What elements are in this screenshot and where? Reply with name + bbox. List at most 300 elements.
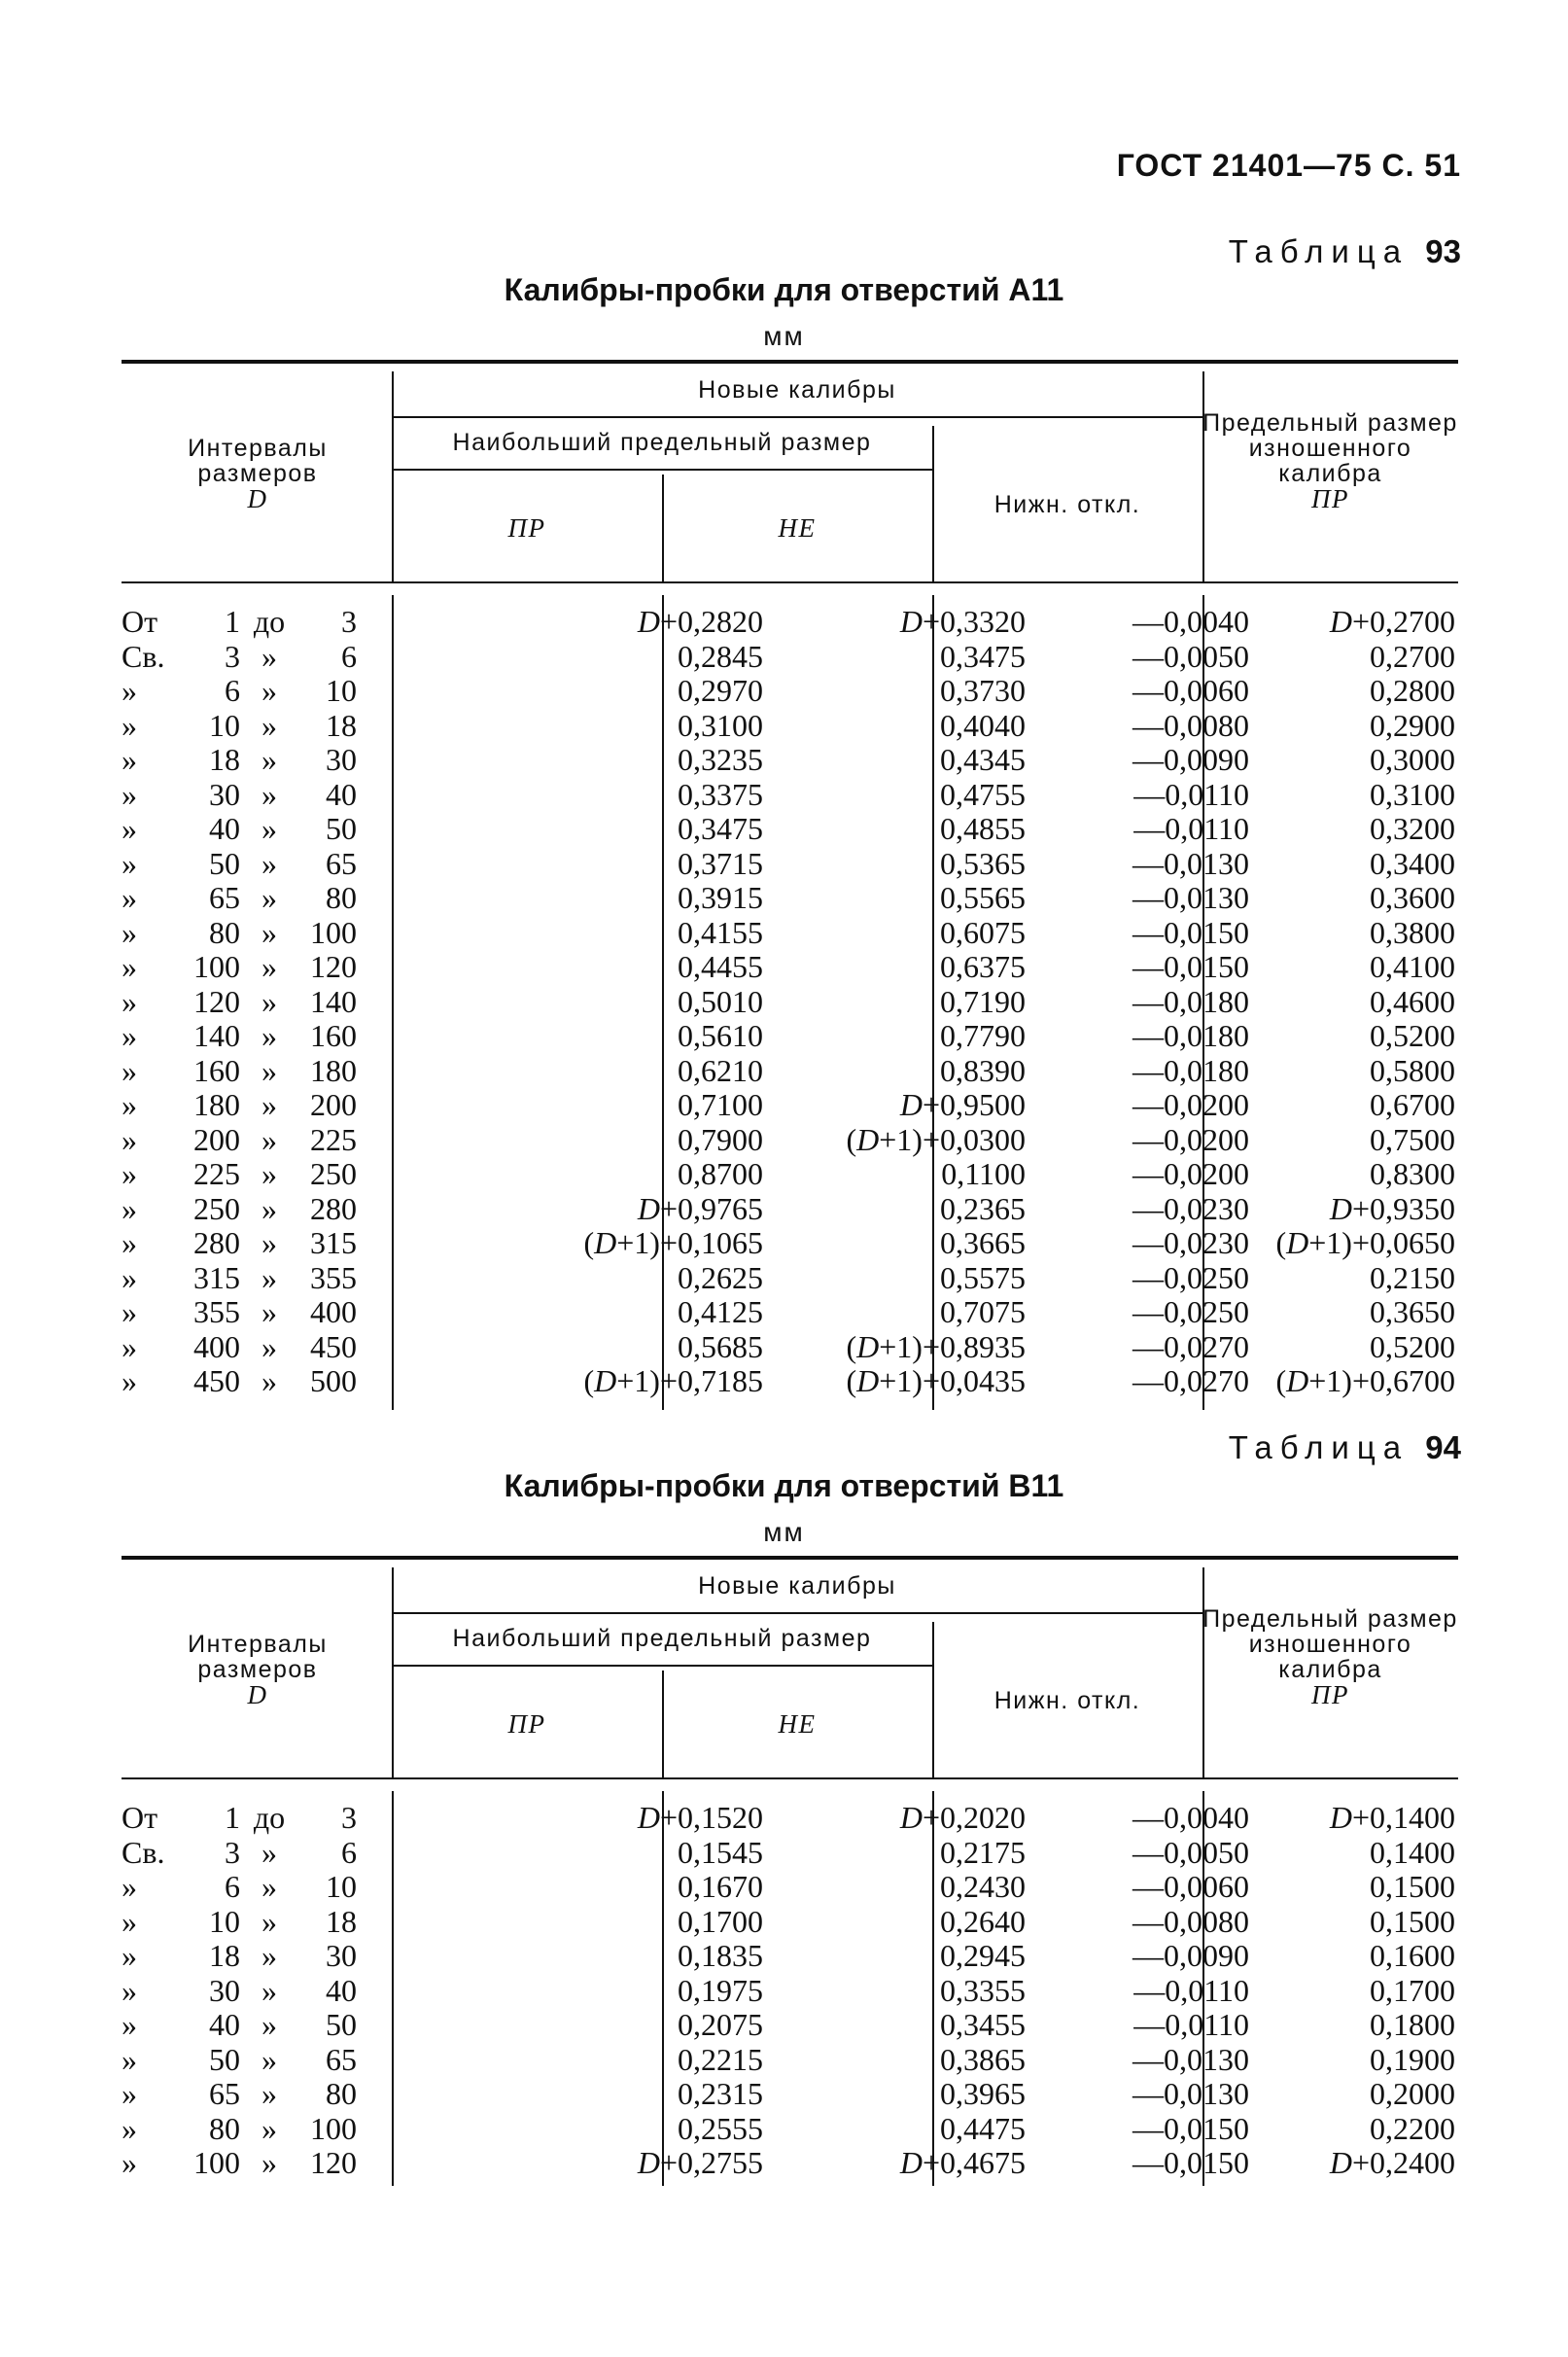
cell-worn-pr-limit: 0,6700 (1370, 1087, 1455, 1122)
cell-new-pr-max: 0,8700 (678, 1156, 763, 1191)
cell-worn-pr-limit: 0,2150 (1370, 1259, 1455, 1295)
cell-interval-to: 100 (310, 914, 357, 950)
cell-new-pr-max: 0,3100 (678, 707, 763, 743)
cell-interval-prefix: От (122, 1800, 158, 1835)
table-93-number (1229, 233, 1461, 270)
cell-worn-pr-limit: 0,1500 (1370, 1869, 1455, 1904)
cell-interval-to: 140 (310, 983, 357, 1019)
cell-worn-pr-limit: 0,1400 (1370, 1834, 1455, 1870)
table-row (122, 1836, 1458, 1871)
table-94-header-divider (392, 1665, 932, 1667)
cell-new-ne-max: 0,6075 (940, 914, 1026, 950)
cell-new-ne-max: 0,2640 (940, 1903, 1026, 1939)
cell-interval-from: 65 (209, 880, 240, 915)
cell-interval-from: 450 (193, 1363, 240, 1398)
table-94-top-rule (122, 1556, 1458, 1560)
cell-interval-prefix: » (122, 1121, 137, 1157)
cell-interval-separator: » (261, 707, 277, 743)
cell-lower-deviation: —0,0200 (1132, 1121, 1249, 1157)
cell-interval-prefix: » (122, 1156, 137, 1191)
cell-interval-from: 40 (209, 811, 240, 846)
cell-interval-to: 10 (326, 1869, 357, 1904)
cell-new-ne-max: (D+1)+0,0300 (846, 1121, 1026, 1157)
cell-interval-to: 65 (326, 2041, 357, 2077)
cell-new-pr-max: 0,1835 (678, 1938, 763, 1973)
cell-new-pr-max: 0,2215 (678, 2041, 763, 2077)
header-intervals (131, 436, 384, 512)
cell-new-pr-max: 0,1545 (678, 1834, 763, 1870)
cell-interval-prefix: » (122, 2110, 137, 2146)
table-93-number-label: Таблица (1228, 233, 1410, 269)
cell-worn-pr-limit: 0,1500 (1370, 1903, 1455, 1939)
cell-interval-separator: » (261, 2110, 277, 2146)
cell-interval-separator: » (261, 2007, 277, 2042)
header-worn-symbol: ПР (1311, 484, 1349, 513)
cell-new-pr-max: 0,3235 (678, 742, 763, 777)
header-intervals-symbol: D (247, 484, 268, 513)
cell-new-ne-max: 0,3665 (940, 1225, 1026, 1260)
cell-lower-deviation: —0,0250 (1132, 1259, 1249, 1295)
header-worn-gauge (1202, 1606, 1458, 1708)
running-head: ГОСТ 21401—75 С. 51 (1116, 148, 1461, 183)
cell-new-pr-max: D+0,1520 (637, 1800, 763, 1835)
cell-worn-pr-limit: 0,1900 (1370, 2041, 1455, 2077)
cell-interval-from: 120 (193, 983, 240, 1019)
cell-new-ne-max: 0,5575 (940, 1259, 1026, 1295)
cell-interval-to: 160 (310, 1018, 357, 1053)
cell-lower-deviation: —0,0110 (1133, 776, 1249, 812)
cell-interval-from: 50 (209, 2041, 240, 2077)
table-row (122, 1226, 1458, 1261)
cell-interval-to: 65 (326, 845, 357, 881)
cell-worn-pr-limit: 0,4600 (1370, 983, 1455, 1019)
cell-new-ne-max: (D+1)+0,8935 (846, 1328, 1026, 1364)
cell-lower-deviation: —0,0150 (1132, 2145, 1249, 2180)
cell-lower-deviation: —0,0110 (1133, 1972, 1249, 2008)
cell-new-pr-max: 0,7100 (678, 1087, 763, 1122)
cell-lower-deviation: —0,0180 (1132, 983, 1249, 1019)
cell-new-ne-max: 0,5565 (940, 880, 1026, 915)
cell-interval-separator: » (261, 742, 277, 777)
cell-lower-deviation: —0,0250 (1132, 1294, 1249, 1329)
cell-interval-from: 50 (209, 845, 240, 881)
cell-lower-deviation: —0,0130 (1132, 2041, 1249, 2077)
cell-lower-deviation: —0,0050 (1132, 638, 1249, 674)
table-row (122, 709, 1458, 744)
table-row (122, 1939, 1458, 1974)
cell-interval-prefix: » (122, 2076, 137, 2111)
table-row (122, 2112, 1458, 2147)
header-worn-label: Предельный размер изношенного калибра (1202, 409, 1458, 487)
cell-new-pr-max: 0,4125 (678, 1294, 763, 1329)
table-94-number-label: Таблица (1228, 1429, 1410, 1465)
cell-interval-prefix: » (122, 776, 137, 812)
cell-lower-deviation: —0,0150 (1132, 2110, 1249, 2146)
cell-interval-separator: » (261, 1903, 277, 1939)
cell-worn-pr-limit: 0,7500 (1370, 1121, 1455, 1157)
cell-lower-deviation: —0,0180 (1132, 1052, 1249, 1088)
cell-new-ne-max: D+0,2020 (899, 1800, 1026, 1835)
cell-interval-from: 315 (193, 1259, 240, 1295)
table-row (122, 916, 1458, 951)
table-row (122, 1019, 1458, 1054)
cell-lower-deviation: —0,0050 (1132, 1834, 1249, 1870)
table-row (122, 2043, 1458, 2078)
table-row (122, 1192, 1458, 1227)
table-row (122, 950, 1458, 985)
cell-interval-to: 200 (310, 1087, 357, 1122)
cell-worn-pr-limit: 0,5200 (1370, 1018, 1455, 1053)
cell-interval-separator: » (261, 949, 277, 984)
header-pr: ПР (507, 1709, 546, 1739)
cell-interval-from: 6 (225, 1869, 240, 1904)
cell-new-ne-max: 0,5365 (940, 845, 1026, 881)
cell-interval-prefix: » (122, 1225, 137, 1260)
cell-lower-deviation: —0,0150 (1132, 949, 1249, 984)
cell-interval-separator: » (261, 1087, 277, 1122)
cell-interval-to: 10 (326, 673, 357, 708)
cell-lower-deviation: —0,0230 (1132, 1190, 1249, 1226)
cell-worn-pr-limit: 0,5200 (1370, 1328, 1455, 1364)
table-94-header-divider (392, 1612, 1202, 1614)
cell-interval-from: 3 (225, 1834, 240, 1870)
cell-new-pr-max: 0,2625 (678, 1259, 763, 1295)
header-ne: НЕ (778, 1709, 817, 1739)
table-row (122, 2008, 1458, 2043)
cell-interval-to: 120 (310, 2145, 357, 2180)
cell-worn-pr-limit: 0,5800 (1370, 1052, 1455, 1088)
cell-interval-to: 3 (341, 1800, 357, 1835)
cell-lower-deviation: —0,0130 (1132, 845, 1249, 881)
cell-interval-separator: » (261, 880, 277, 915)
cell-lower-deviation: —0,0150 (1132, 914, 1249, 950)
cell-new-ne-max: D+0,4675 (899, 2145, 1026, 2180)
cell-interval-from: 160 (193, 1052, 240, 1088)
cell-worn-pr-limit: 0,3400 (1370, 845, 1455, 881)
cell-new-ne-max: 0,4040 (940, 707, 1026, 743)
cell-interval-prefix: » (122, 1052, 137, 1088)
cell-interval-from: 100 (193, 949, 240, 984)
table-93-top-rule (122, 360, 1458, 364)
cell-interval-prefix: » (122, 1294, 137, 1329)
cell-interval-prefix: » (122, 845, 137, 881)
cell-new-pr-max: D+0,2820 (637, 604, 763, 639)
cell-worn-pr-limit: 0,3000 (1370, 742, 1455, 777)
header-ne: НЕ (778, 513, 817, 543)
table-94-number-value: 94 (1425, 1429, 1461, 1465)
cell-new-pr-max: 0,3475 (678, 811, 763, 846)
cell-interval-from: 400 (193, 1328, 240, 1364)
cell-interval-to: 50 (326, 811, 357, 846)
cell-interval-separator: » (261, 2145, 277, 2180)
table-row (122, 674, 1458, 709)
cell-interval-from: 140 (193, 1018, 240, 1053)
cell-new-pr-max: (D+1)+0,7185 (583, 1363, 763, 1398)
cell-new-pr-max: 0,4155 (678, 914, 763, 950)
cell-interval-to: 250 (310, 1156, 357, 1191)
cell-interval-prefix: » (122, 1903, 137, 1939)
table-row (122, 1801, 1458, 1836)
cell-interval-prefix: » (122, 707, 137, 743)
cell-worn-pr-limit: D+0,1400 (1329, 1800, 1455, 1835)
cell-interval-to: 18 (326, 707, 357, 743)
cell-worn-pr-limit: D+0,2700 (1329, 604, 1455, 639)
cell-worn-pr-limit: (D+1)+0,6700 (1275, 1363, 1455, 1398)
cell-new-ne-max: D+0,3320 (899, 604, 1026, 639)
cell-interval-separator: » (261, 845, 277, 881)
cell-interval-from: 80 (209, 914, 240, 950)
cell-interval-prefix: » (122, 1190, 137, 1226)
cell-interval-prefix: » (122, 880, 137, 915)
cell-new-ne-max: 0,4475 (940, 2110, 1026, 2146)
table-row (122, 1054, 1458, 1089)
cell-new-ne-max: 0,3730 (940, 673, 1026, 708)
cell-interval-to: 500 (310, 1363, 357, 1398)
header-intervals-symbol: D (247, 1680, 268, 1709)
cell-interval-to: 6 (341, 1834, 357, 1870)
cell-interval-from: 65 (209, 2076, 240, 2111)
header-lower-deviation: Нижн. откл. (993, 1687, 1141, 1714)
cell-new-pr-max: 0,1670 (678, 1869, 763, 1904)
cell-worn-pr-limit: 0,8300 (1370, 1156, 1455, 1191)
cell-worn-pr-limit: 0,1700 (1370, 1972, 1455, 2008)
cell-worn-pr-limit: D+0,2400 (1329, 2145, 1455, 2180)
table-94-unit: мм (763, 1517, 805, 1547)
cell-interval-separator: » (261, 1259, 277, 1295)
cell-new-ne-max: 0,7190 (940, 983, 1026, 1019)
cell-interval-from: 225 (193, 1156, 240, 1191)
cell-interval-separator: » (261, 1328, 277, 1364)
cell-worn-pr-limit: 0,3650 (1370, 1294, 1455, 1329)
cell-new-pr-max: D+0,9765 (637, 1190, 763, 1226)
header-pr: ПР (507, 513, 546, 543)
cell-interval-from: 18 (209, 1938, 240, 1973)
cell-worn-pr-limit: 0,3600 (1370, 880, 1455, 915)
cell-interval-from: 1 (225, 1800, 240, 1835)
cell-new-ne-max: 0,2365 (940, 1190, 1026, 1226)
cell-interval-to: 40 (326, 776, 357, 812)
cell-new-ne-max: 0,4855 (940, 811, 1026, 846)
cell-new-pr-max: 0,3375 (678, 776, 763, 812)
cell-new-pr-max: 0,6210 (678, 1052, 763, 1088)
cell-interval-prefix: » (122, 742, 137, 777)
cell-new-pr-max: 0,7900 (678, 1121, 763, 1157)
cell-interval-separator: » (261, 811, 277, 846)
cell-new-pr-max: 0,2845 (678, 638, 763, 674)
table-row (122, 1123, 1458, 1158)
table-94-body (122, 1801, 1458, 2181)
table-row (122, 1157, 1458, 1192)
header-max-limit: Наибольший предельный размер (452, 429, 872, 456)
cell-new-ne-max: 0,7790 (940, 1018, 1026, 1053)
cell-new-ne-max: 0,8390 (940, 1052, 1026, 1088)
cell-lower-deviation: —0,0200 (1132, 1156, 1249, 1191)
cell-new-ne-max: (D+1)+0,0435 (846, 1363, 1026, 1398)
cell-new-ne-max: 0,7075 (940, 1294, 1026, 1329)
cell-new-pr-max: 0,5610 (678, 1018, 763, 1053)
cell-lower-deviation: —0,0040 (1132, 604, 1249, 639)
cell-new-ne-max: 0,6375 (940, 949, 1026, 984)
cell-new-pr-max: 0,1700 (678, 1903, 763, 1939)
table-row (122, 1330, 1458, 1365)
cell-interval-from: 280 (193, 1225, 240, 1260)
cell-interval-prefix: » (122, 2041, 137, 2077)
cell-interval-from: 80 (209, 2110, 240, 2146)
cell-new-pr-max: 0,5685 (678, 1328, 763, 1364)
table-row (122, 881, 1458, 916)
cell-new-ne-max: 0,2430 (940, 1869, 1026, 1904)
cell-new-pr-max: 0,2970 (678, 673, 763, 708)
table-93-header-rule (122, 581, 1458, 583)
cell-interval-from: 6 (225, 673, 240, 708)
cell-interval-separator: » (261, 2076, 277, 2111)
cell-interval-separator: » (261, 1156, 277, 1191)
cell-interval-to: 355 (310, 1259, 357, 1295)
header-new-gauges: Новые калибры (698, 1572, 896, 1600)
cell-interval-prefix: » (122, 1328, 137, 1364)
cell-interval-prefix: » (122, 1972, 137, 2008)
header-lower-deviation: Нижн. откл. (993, 491, 1141, 518)
cell-new-pr-max: 0,2075 (678, 2007, 763, 2042)
cell-interval-separator: » (261, 1869, 277, 1904)
cell-interval-prefix: » (122, 949, 137, 984)
cell-interval-prefix: От (122, 604, 158, 639)
table-row (122, 2077, 1458, 2112)
table-row (122, 1364, 1458, 1399)
cell-lower-deviation: —0,0040 (1132, 1800, 1249, 1835)
cell-worn-pr-limit: 0,4100 (1370, 949, 1455, 984)
table-row (122, 847, 1458, 882)
table-94-number (1229, 1429, 1461, 1466)
cell-interval-separator: » (261, 983, 277, 1019)
cell-interval-separator: » (261, 1052, 277, 1088)
cell-new-ne-max: 0,1100 (941, 1156, 1026, 1191)
cell-interval-from: 3 (225, 638, 240, 674)
cell-new-pr-max: 0,4455 (678, 949, 763, 984)
cell-new-pr-max: 0,3915 (678, 880, 763, 915)
table-93-header-divider (392, 416, 1202, 418)
cell-interval-separator: до (253, 604, 286, 639)
cell-interval-from: 30 (209, 776, 240, 812)
cell-new-ne-max: 0,2175 (940, 1834, 1026, 1870)
cell-lower-deviation: —0,0080 (1132, 1903, 1249, 1939)
cell-interval-to: 80 (326, 2076, 357, 2111)
cell-interval-to: 30 (326, 742, 357, 777)
cell-lower-deviation: —0,0090 (1132, 1938, 1249, 1973)
cell-interval-to: 280 (310, 1190, 357, 1226)
header-worn-gauge (1202, 410, 1458, 512)
cell-interval-prefix: » (122, 811, 137, 846)
cell-interval-separator: » (261, 1121, 277, 1157)
cell-new-ne-max: 0,2945 (940, 1938, 1026, 1973)
cell-interval-to: 40 (326, 1972, 357, 2008)
cell-lower-deviation: —0,0080 (1132, 707, 1249, 743)
cell-new-ne-max: 0,3865 (940, 2041, 1026, 2077)
cell-interval-separator: » (261, 1834, 277, 1870)
cell-interval-prefix: Св. (122, 1834, 165, 1870)
table-93-unit: мм (763, 321, 805, 351)
table-row (122, 812, 1458, 847)
cell-worn-pr-limit: 0,2000 (1370, 2076, 1455, 2111)
cell-worn-pr-limit: 0,1800 (1370, 2007, 1455, 2042)
header-new-gauges: Новые калибры (698, 376, 896, 404)
cell-interval-separator: » (261, 1190, 277, 1226)
table-93-number-value: 93 (1425, 233, 1461, 269)
cell-interval-prefix: » (122, 673, 137, 708)
header-intervals-label: Интервалы размеров (188, 435, 328, 487)
cell-lower-deviation: —0,0230 (1132, 1225, 1249, 1260)
cell-lower-deviation: —0,0130 (1132, 880, 1249, 915)
cell-worn-pr-limit: 0,3100 (1370, 776, 1455, 812)
cell-worn-pr-limit: 0,3200 (1370, 811, 1455, 846)
cell-interval-to: 6 (341, 638, 357, 674)
cell-interval-to: 3 (341, 604, 357, 639)
cell-interval-from: 200 (193, 1121, 240, 1157)
cell-interval-from: 1 (225, 604, 240, 639)
cell-interval-separator: » (261, 1294, 277, 1329)
cell-new-pr-max: 0,2555 (678, 2110, 763, 2146)
cell-interval-from: 10 (209, 707, 240, 743)
cell-worn-pr-limit: 0,1600 (1370, 1938, 1455, 1973)
cell-lower-deviation: —0,0110 (1133, 2007, 1249, 2042)
cell-new-pr-max: D+0,2755 (637, 2145, 763, 2180)
cell-interval-prefix: » (122, 983, 137, 1019)
cell-interval-to: 80 (326, 880, 357, 915)
cell-new-pr-max: 0,5010 (678, 983, 763, 1019)
table-row (122, 605, 1458, 640)
cell-lower-deviation: —0,0200 (1132, 1087, 1249, 1122)
cell-interval-separator: » (261, 1972, 277, 2008)
table-94-header-divider (392, 1567, 394, 1779)
table-row (122, 1870, 1458, 1905)
table-row (122, 2146, 1458, 2181)
cell-new-ne-max: 0,4345 (940, 742, 1026, 777)
header-worn-label: Предельный размер изношенного калибра (1202, 1605, 1458, 1683)
table-row (122, 1088, 1458, 1123)
cell-lower-deviation: —0,0130 (1132, 2076, 1249, 2111)
table-94-header-rule (122, 1777, 1458, 1779)
cell-interval-from: 355 (193, 1294, 240, 1329)
header-worn-symbol: ПР (1311, 1680, 1349, 1709)
cell-interval-prefix: » (122, 1018, 137, 1053)
cell-lower-deviation: —0,0060 (1132, 673, 1249, 708)
cell-new-ne-max: 0,3965 (940, 2076, 1026, 2111)
cell-interval-to: 450 (310, 1328, 357, 1364)
cell-new-ne-max: D+0,9500 (899, 1087, 1026, 1122)
cell-interval-to: 100 (310, 2110, 357, 2146)
cell-interval-separator: » (261, 776, 277, 812)
header-intervals-label: Интервалы размеров (188, 1631, 328, 1683)
cell-new-pr-max: 0,2315 (678, 2076, 763, 2111)
table-93-header-divider (392, 371, 394, 583)
cell-interval-prefix: » (122, 1363, 137, 1398)
header-intervals (131, 1632, 384, 1708)
cell-new-pr-max: (D+1)+0,1065 (583, 1225, 763, 1260)
cell-worn-pr-limit: 0,3800 (1370, 914, 1455, 950)
cell-interval-from: 100 (193, 2145, 240, 2180)
cell-interval-separator: » (261, 2041, 277, 2077)
cell-interval-prefix: » (122, 1938, 137, 1973)
cell-lower-deviation: —0,0060 (1132, 1869, 1249, 1904)
cell-new-ne-max: 0,3475 (940, 638, 1026, 674)
cell-interval-from: 180 (193, 1087, 240, 1122)
table-94-title: Калибры-пробки для отверстий В11 (504, 1468, 1064, 1503)
cell-interval-to: 180 (310, 1052, 357, 1088)
table-row (122, 1261, 1458, 1296)
cell-interval-to: 50 (326, 2007, 357, 2042)
table-93-header-divider (392, 469, 932, 471)
cell-worn-pr-limit: 0,2700 (1370, 638, 1455, 674)
